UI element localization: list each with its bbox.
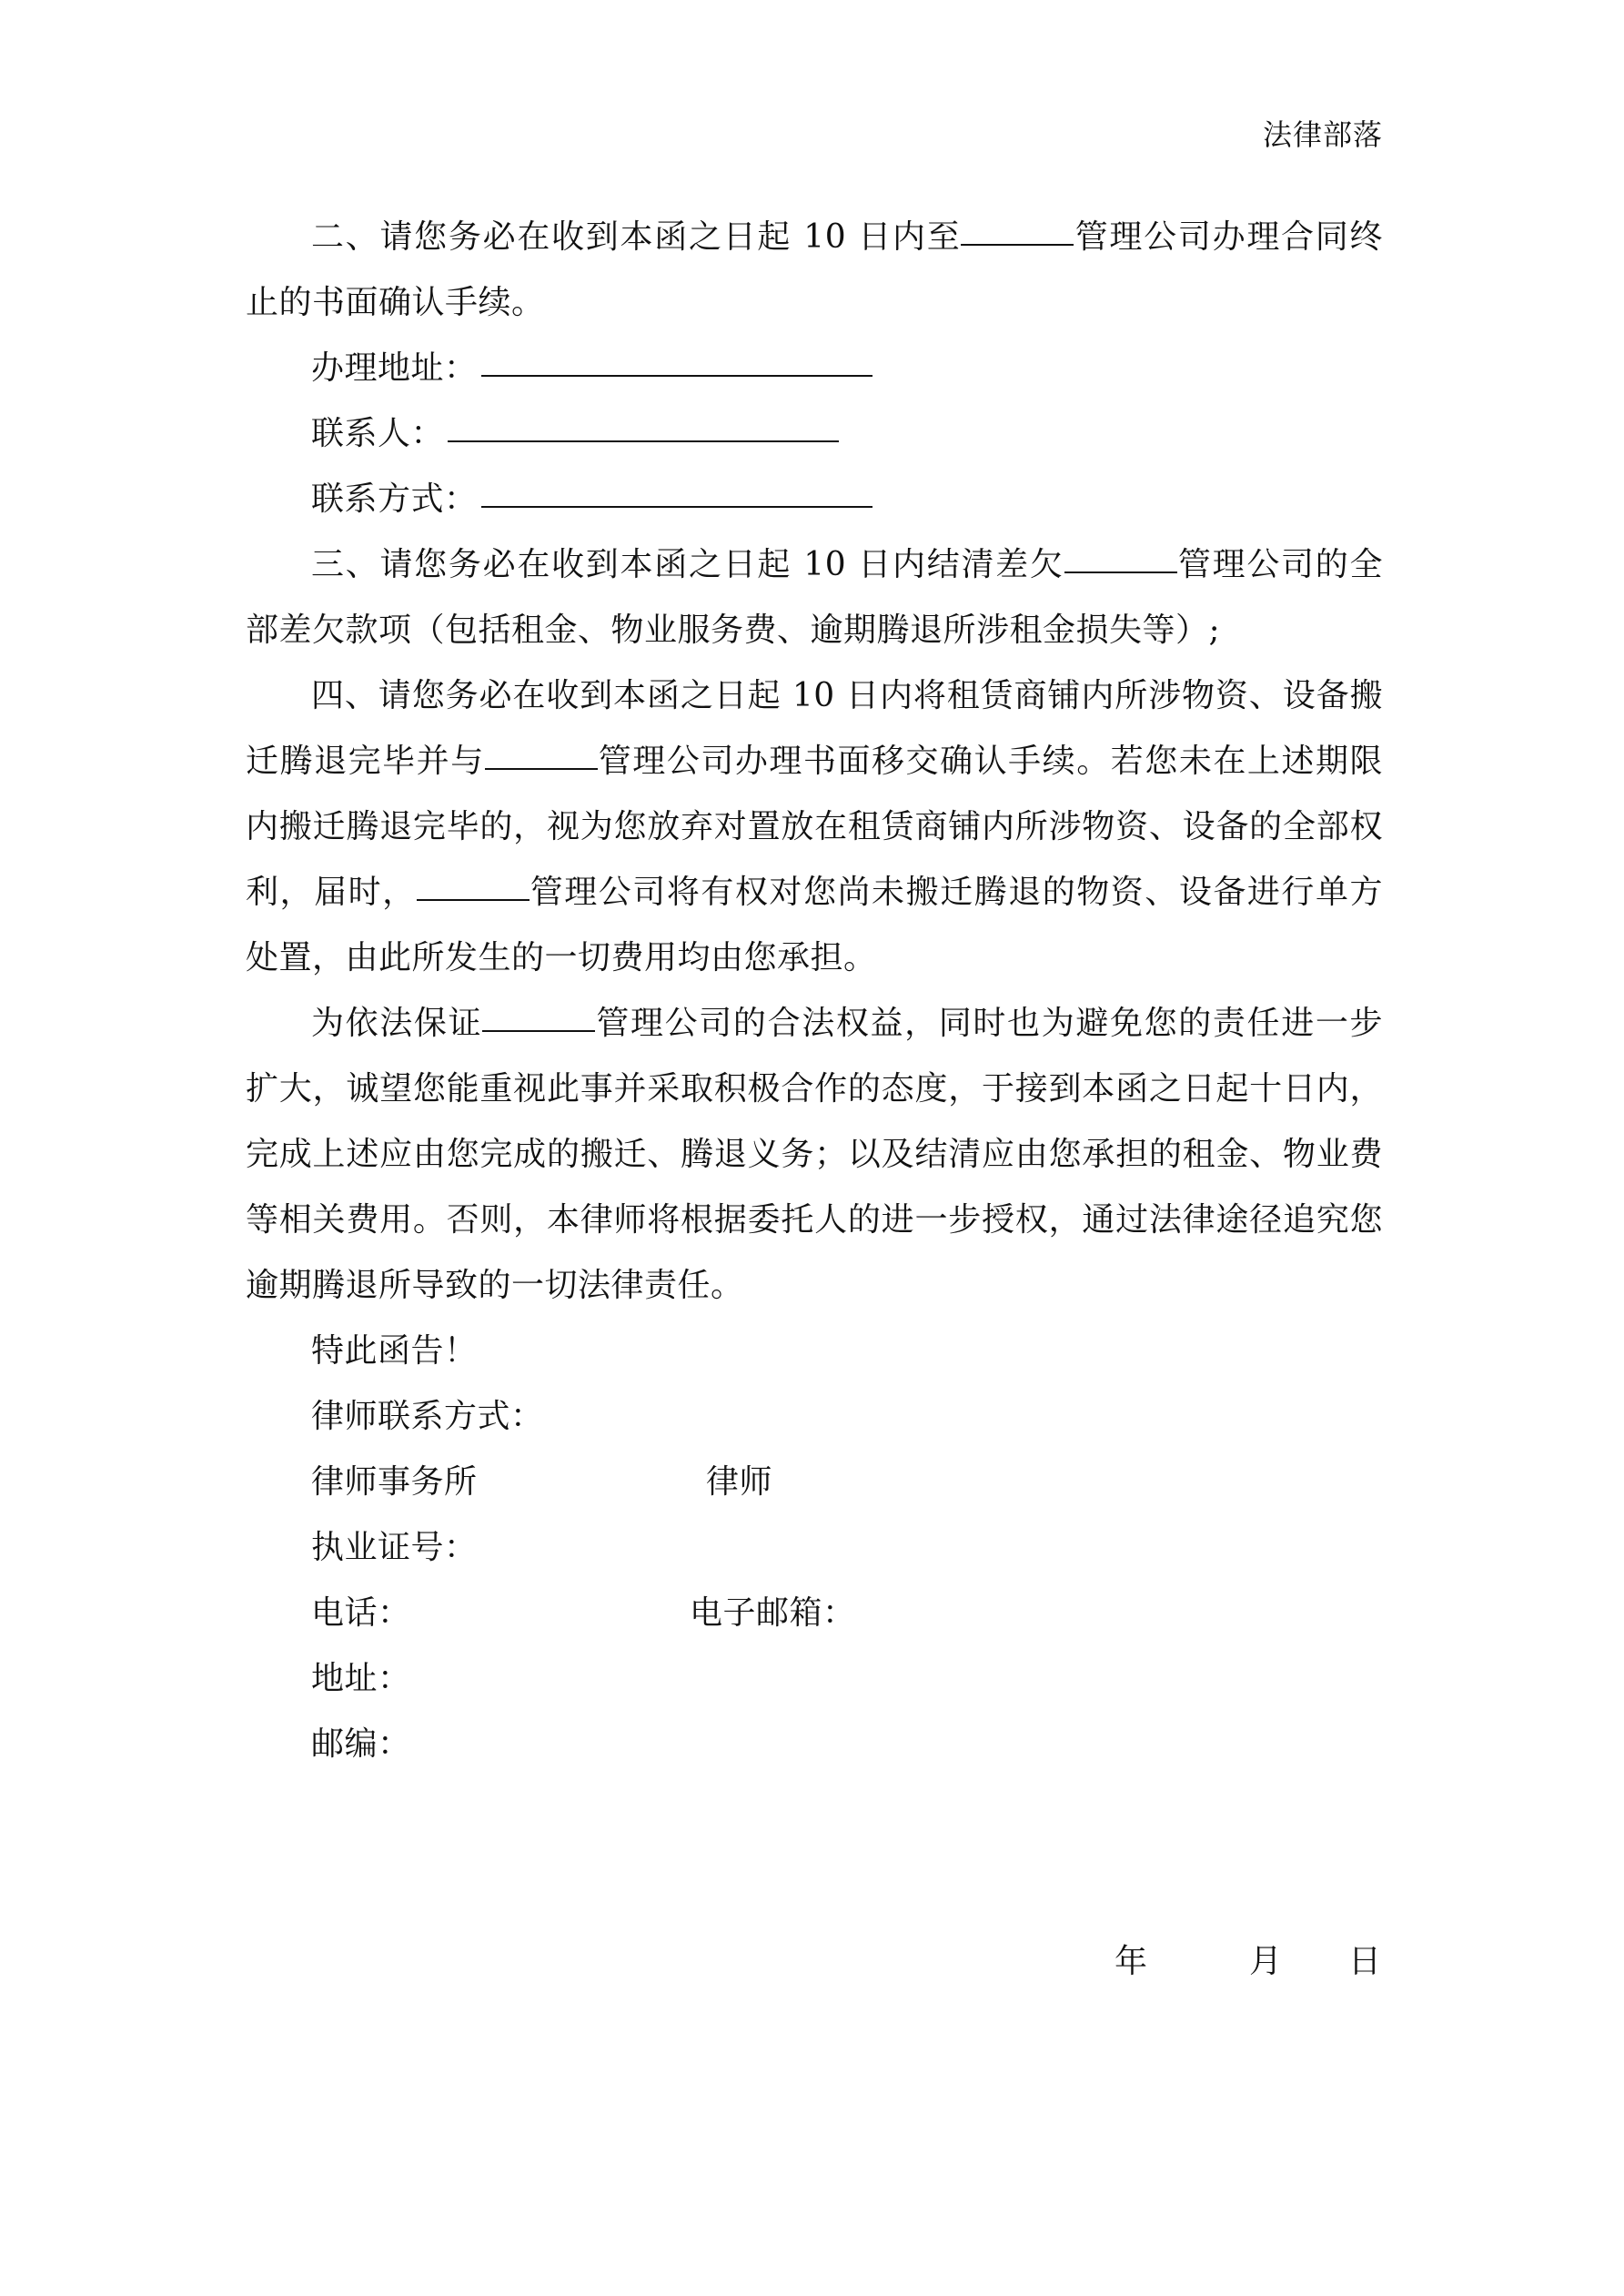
phone-email-row (246, 1581, 1383, 1646)
company-name-blank (961, 207, 1074, 246)
section-3-text-after: 管理公司的全部差欠款项（包括租金、物业服务费、逾期腾退所涉租金损失等）; (246, 546, 1383, 649)
contact-blank (448, 404, 839, 442)
lawyer-label: 律师 (706, 1463, 773, 1501)
header-brand: 法律部落 (1262, 117, 1383, 152)
contact-method-field (246, 467, 1383, 532)
company-name-blank (1064, 535, 1177, 573)
section-2-paragraph (246, 205, 1383, 336)
contact-field (246, 401, 1383, 467)
postcode-label: 邮编： (311, 1725, 411, 1763)
closing-text-after: 管理公司的合法权益，同时也为避免您的责任进一步扩大，诚望您能重视此事并采取积极合作的态度，于接到本函之日起十日内，完成上述应由您完成的搬迁、腾退义务；以及结清应由您承担的租金、物业费等相关费用。否则，本律师将根据委托人的进一步授权，通过法律途径追究您逾期腾退所导致的一切法律责任。 (246, 1005, 1383, 1304)
company-name-blank (417, 863, 530, 901)
address-blank (481, 339, 873, 377)
section-2-text-after: 管理公司办理合同终止的书面确认手续。 (246, 218, 1383, 321)
license-label: 执业证号： (311, 1529, 478, 1566)
address-label: 办理地址： (311, 349, 478, 387)
section-2-text-before: 二、请您务必在收到本函之日起 10 日内至 (311, 218, 962, 256)
section-4-paragraph (246, 663, 1383, 991)
contact-method-label: 联系方式： (311, 480, 478, 518)
date-month: 月 (1249, 1943, 1283, 1980)
section-3-text-before: 三、请您务必在收到本函之日起 10 日内结清差欠 (311, 546, 1064, 583)
letter-body (246, 205, 1383, 1777)
company-name-blank (482, 994, 595, 1032)
closing-text-before: 为依法保证 (311, 1005, 483, 1042)
closing-paragraph (246, 991, 1383, 1319)
section-3-paragraph (246, 532, 1383, 663)
contact-method-blank (481, 470, 873, 508)
address-field (246, 336, 1383, 401)
firm-label: 律师事务所 (311, 1463, 478, 1501)
lawyer-address-label: 地址： (311, 1660, 411, 1697)
phone-label: 电话： (311, 1594, 411, 1632)
date-day: 日 (1348, 1943, 1382, 1980)
date-year: 年 (1115, 1943, 1148, 1980)
section-4-text-after: 管理公司将有权对您尚未搬迁腾退的物资、设备进行单方处置，由此所发生的一切费用均由您承担。 (246, 874, 1383, 976)
section-4-text-middle: 管理公司办理书面移交确认手续。若您未在上述期限内搬迁腾退完毕的，视为您放弃对置放在租赁商铺内所涉物资、设备的全部权利，届时， (246, 743, 1383, 911)
lawyer-contact-heading: 律师联系方式： (311, 1398, 544, 1435)
notice-line: 特此函告！ (311, 1332, 478, 1370)
section-4-text-before: 四、请您务必在收到本函之日起 10 日内将租赁商铺内所涉物资、设备搬迁腾退完毕并与 (246, 677, 1383, 780)
email-label: 电子邮箱： (690, 1594, 856, 1632)
firm-row (246, 1450, 1383, 1515)
contact-label: 联系人： (311, 415, 445, 452)
company-name-blank (485, 732, 598, 770)
